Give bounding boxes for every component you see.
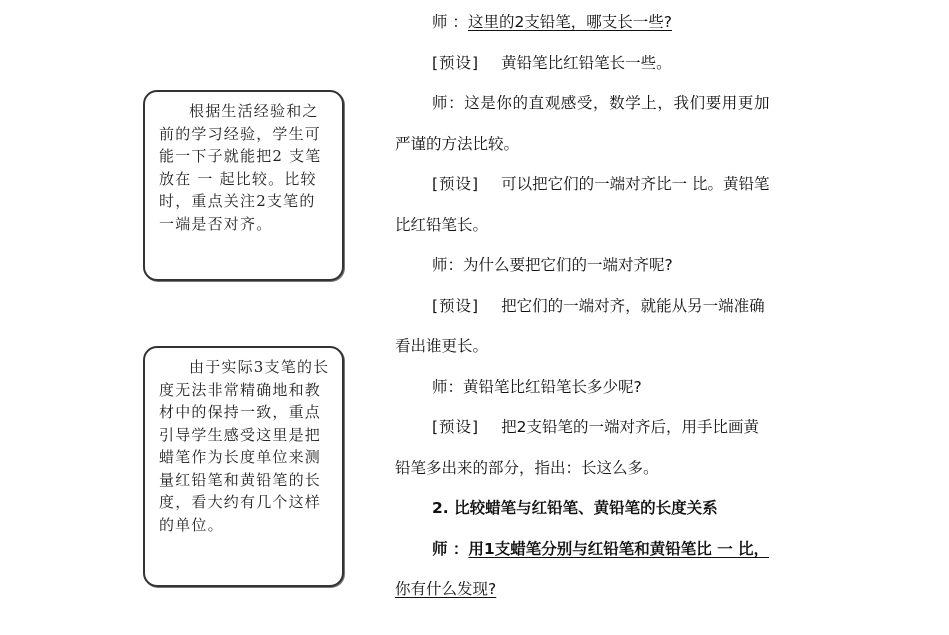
preset-answer-line bbox=[395, 407, 845, 448]
question-text: 这里的2支铅笔，哪支长一些? bbox=[467, 13, 673, 31]
question-text: 用1支蜡笔分别与红铅笔和黄铅笔比 一 比， bbox=[468, 539, 769, 558]
preset-text: 黄铅笔比红铅笔长一些。 bbox=[501, 53, 672, 72]
margin-note-1 bbox=[143, 90, 344, 281]
margin-note-text: 由于实际3支笔的长度无法非常精确地和教材中的保持一致，重点引导学生感受这里是把蜡笔作为长度单位来测量红铅笔和黄铅笔的长度，看大约有几个这样的单位。 bbox=[159, 358, 330, 534]
preset-answer-line bbox=[395, 164, 845, 205]
text-line: 严谨的方法比较。 bbox=[395, 134, 520, 153]
text-line: 比红铅笔长。 bbox=[395, 215, 489, 234]
speaker-label: 师 ： bbox=[432, 13, 468, 31]
teacher-line: 师：黄铅笔比红铅笔长多少呢? bbox=[432, 377, 642, 396]
preset-text: 把2支铅笔的一端对齐后，用手比画黄 bbox=[501, 418, 759, 436]
preset-tag: [预设] bbox=[432, 175, 480, 193]
preset-answer-line bbox=[395, 43, 845, 84]
preset-answer-line bbox=[395, 286, 845, 327]
question-text: 你有什么发现? bbox=[395, 580, 497, 598]
preset-text: 可以把它们的一端对齐比一 比。黄铅笔 bbox=[501, 175, 770, 193]
preset-tag: [预设] bbox=[432, 296, 480, 315]
teacher-question-line bbox=[395, 529, 845, 570]
margin-note-2 bbox=[143, 346, 344, 587]
preset-tag: [预设] bbox=[432, 53, 480, 72]
teacher-question-line bbox=[395, 2, 845, 43]
text-line: 铅笔多出来的部分，指出：长这么多。 bbox=[395, 458, 659, 477]
question-continuation bbox=[395, 569, 845, 610]
speaker-label: 师 ： bbox=[432, 539, 469, 558]
text-line: 看出谁更长。 bbox=[395, 337, 489, 355]
teacher-line: 师：这是你的直观感受，数学上，我们要用更加 bbox=[432, 94, 771, 112]
teacher-line: 师：为什么要把它们的一端对齐呢? bbox=[432, 256, 673, 274]
lesson-body bbox=[395, 0, 845, 610]
preset-text: 把它们的一端对齐，就能从另一端准确 bbox=[501, 296, 765, 315]
margin-note-text: 根据生活经验和之前的学习经验，学生可能一下子就能把2 支笔放在 一 起比较。比较时，重点关注2支笔的一端是否对齐。 bbox=[159, 102, 322, 233]
preset-tag: [预设] bbox=[432, 418, 480, 436]
section-heading: 2. 比较蜡笔与红铅笔、黄铅笔的长度关系 bbox=[432, 499, 718, 517]
